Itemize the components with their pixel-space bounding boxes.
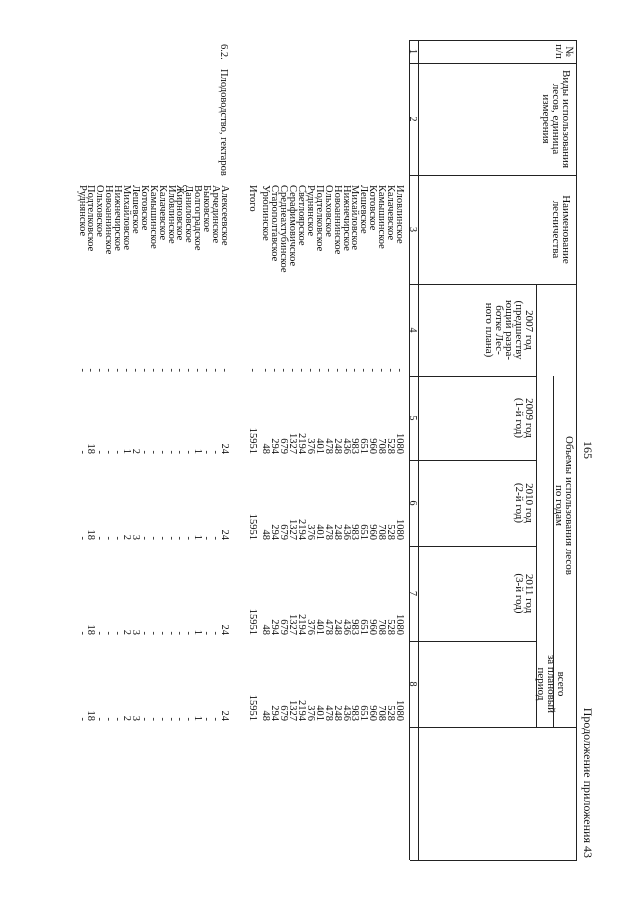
row-value-c8: 960 — [367, 705, 379, 721]
header-total: всего за плановый период — [535, 654, 567, 714]
row-value-c8: - — [201, 717, 213, 721]
row-value-c6: - — [210, 536, 222, 540]
row-value-c6: - — [183, 536, 195, 540]
row-value-c6: - — [156, 536, 168, 540]
row-value-c8: - — [156, 717, 168, 721]
row-value-c4: - — [147, 368, 159, 372]
row-value-c7: 401 — [313, 619, 325, 635]
total-value-c6: 15951 — [247, 513, 258, 540]
row-value-c8: - — [183, 717, 195, 721]
row-value-c4: - — [367, 368, 379, 372]
row-value-c5: 48 — [260, 443, 272, 454]
row-value-c5: 708 — [376, 438, 388, 454]
column-number-1: 1 — [407, 49, 418, 54]
row-value-c4: - — [340, 368, 352, 372]
row-value-c7: - — [147, 631, 159, 635]
total-value-c7: 15951 — [247, 608, 258, 635]
row-value-c5: 651 — [358, 438, 370, 454]
row-name: Алексеевское — [219, 185, 230, 246]
row-value-c8: - — [103, 717, 115, 721]
row-name: Руднянское — [76, 185, 88, 237]
row-value-c5: 376 — [305, 438, 316, 454]
row-value-c4: - — [313, 368, 325, 372]
row-name: Подтелковское — [85, 185, 97, 252]
row-value-c6: 2 — [121, 534, 133, 540]
row-value-c7: 708 — [376, 619, 388, 635]
row-value-c7: - — [156, 631, 168, 635]
row-name: Камышинское — [147, 185, 159, 249]
row-value-c6: 1327 — [287, 519, 299, 540]
section-number: 6.2. — [218, 44, 229, 60]
row-value-c5: - — [138, 450, 150, 454]
row-name: Иловлинское — [165, 185, 177, 244]
row-value-c8: 478 — [322, 705, 334, 721]
row-value-c4: - — [331, 368, 343, 372]
row-value-c7: 48 — [260, 624, 272, 635]
row-value-c7: 478 — [322, 619, 334, 635]
header-2011: 2011 год (3-й год) — [513, 573, 535, 614]
row-value-c8: 528 — [385, 705, 397, 721]
row-name: Руднянское — [305, 185, 316, 237]
row-value-c6: 3 — [130, 534, 141, 540]
row-value-c6: 679 — [278, 524, 290, 540]
row-name: Михайловское — [121, 185, 133, 250]
column-number-3: 3 — [407, 227, 418, 232]
row-value-c7: - — [103, 631, 115, 635]
row-value-c4: - — [305, 368, 316, 372]
row-name: Котовское — [138, 185, 150, 231]
row-value-c8: 2194 — [296, 700, 308, 721]
row-value-c4: - — [138, 368, 150, 372]
row-value-c5: 2194 — [296, 433, 308, 454]
total-value-c5: 15951 — [247, 427, 258, 454]
row-value-c5: 983 — [349, 438, 361, 454]
row-value-c7: - — [76, 631, 88, 635]
row-value-c7: 18 — [85, 624, 97, 635]
row-value-c5: 436 — [340, 438, 352, 454]
row-value-c8: - — [112, 717, 124, 721]
total-label: Итого — [247, 185, 258, 212]
row-value-c8: 1327 — [287, 700, 299, 721]
row-value-c5: 1080 — [394, 433, 405, 454]
total-value-c8: 15951 — [247, 694, 258, 721]
row-value-c6: - — [94, 536, 106, 540]
row-value-c4: - — [349, 368, 361, 372]
row-name: Урюпинское — [260, 185, 272, 241]
row-value-c5: 248 — [331, 438, 343, 454]
row-value-c7: 1080 — [394, 614, 405, 635]
row-value-c6: 528 — [385, 524, 397, 540]
total-value-c4: - — [247, 368, 258, 372]
row-value-c4: - — [269, 368, 281, 372]
row-name: Котовское — [367, 185, 379, 231]
row-name: Ольховское — [94, 185, 106, 237]
row-value-c8: 294 — [269, 705, 281, 721]
row-name: Нижнечирское — [112, 185, 124, 251]
row-value-c7: 24 — [219, 624, 230, 635]
row-value-c8: 2 — [121, 715, 133, 721]
row-value-c4: - — [121, 368, 133, 372]
row-name: Новоаннинское — [331, 185, 343, 255]
row-value-c5: - — [156, 450, 168, 454]
row-value-c6: 478 — [322, 524, 334, 540]
row-value-c5: 478 — [322, 438, 334, 454]
row-value-c6: - — [103, 536, 115, 540]
row-value-c5: - — [103, 450, 115, 454]
row-value-c5: 960 — [367, 438, 379, 454]
row-value-c7: - — [138, 631, 150, 635]
row-name: Подтелковское — [313, 185, 325, 252]
row-value-c7: - — [165, 631, 177, 635]
row-value-c5: 528 — [385, 438, 397, 454]
row-name: Лешевское — [358, 185, 370, 234]
row-value-c4: - — [394, 368, 405, 372]
row-name: Камышинское — [376, 185, 388, 249]
row-value-c8: 983 — [349, 705, 361, 721]
row-name: Иловлинское — [394, 185, 405, 244]
header-volumes: Объемы использования лесов по годам — [553, 436, 575, 575]
row-value-c7: - — [183, 631, 195, 635]
row-value-c4: - — [183, 368, 195, 372]
column-number-8: 8 — [407, 681, 418, 687]
row-value-c8: - — [138, 717, 150, 721]
row-value-c6: - — [147, 536, 159, 540]
row-value-c4: - — [192, 368, 204, 372]
row-value-c8: 679 — [278, 705, 290, 721]
row-value-c4: - — [219, 368, 230, 372]
row-value-c7: - — [210, 631, 222, 635]
row-value-c7: - — [201, 631, 213, 635]
row-value-c6: 1 — [192, 534, 204, 540]
row-value-c8: 708 — [376, 705, 388, 721]
row-value-c4: - — [385, 368, 397, 372]
row-value-c4: - — [94, 368, 106, 372]
row-value-c4: - — [174, 368, 186, 372]
row-value-c6: - — [174, 536, 186, 540]
row-value-c7: - — [112, 631, 124, 635]
row-name: Светлоярское — [296, 185, 308, 246]
row-value-c8: - — [165, 717, 177, 721]
row-value-c6: 960 — [367, 524, 379, 540]
row-value-c6: - — [76, 536, 88, 540]
row-value-c6: 2194 — [296, 519, 308, 540]
row-name: Калачевское — [385, 185, 397, 241]
row-value-c4: - — [376, 368, 388, 372]
row-value-c5: 294 — [269, 438, 281, 454]
row-value-c5: 679 — [278, 438, 290, 454]
row-value-c5: - — [210, 450, 222, 454]
row-value-c7: 960 — [367, 619, 379, 635]
row-value-c8: 18 — [85, 710, 97, 721]
row-value-c5: 401 — [313, 438, 325, 454]
row-value-c4: - — [322, 368, 334, 372]
row-value-c4: - — [103, 368, 115, 372]
row-value-c8: 401 — [313, 705, 325, 721]
row-value-c6: 48 — [260, 529, 272, 540]
column-divider-9 — [410, 860, 577, 861]
row-value-c5: - — [201, 450, 213, 454]
row-name: Среднеахтубинское — [278, 185, 290, 273]
row-value-c8: 1080 — [394, 700, 405, 721]
row-value-c4: - — [85, 368, 97, 372]
row-value-c7: 528 — [385, 619, 397, 635]
row-value-c8: - — [76, 717, 88, 721]
row-value-c4: - — [210, 368, 222, 372]
row-name: Новоаннинское — [103, 185, 115, 255]
column-divider-8 — [410, 727, 577, 728]
column-divider-7 — [410, 641, 537, 642]
row-value-c5: - — [112, 450, 124, 454]
row-value-c4: - — [156, 368, 168, 372]
row-value-c6: 401 — [313, 524, 325, 540]
row-value-c4: - — [165, 368, 177, 372]
row-value-c8: 3 — [130, 715, 141, 721]
page-number: 165 — [581, 441, 595, 459]
row-value-c4: - — [278, 368, 290, 372]
row-value-c6: - — [165, 536, 177, 540]
header-num: № п/п — [553, 44, 575, 59]
row-value-c6: - — [201, 536, 213, 540]
row-value-c5: 1327 — [287, 433, 299, 454]
row-value-c6: - — [138, 536, 150, 540]
section-type: Плодоводство, гектаров — [218, 69, 229, 176]
row-name: Ольховское — [322, 185, 334, 237]
row-value-c5: - — [165, 450, 177, 454]
row-value-c6: 376 — [305, 524, 316, 540]
row-value-c8: - — [94, 717, 106, 721]
row-value-c7: - — [94, 631, 106, 635]
row-value-c4: - — [201, 368, 213, 372]
column-divider-0 — [410, 40, 577, 41]
row-value-c7: 2 — [121, 629, 133, 635]
row-value-c7: 294 — [269, 619, 281, 635]
row-value-c8: 651 — [358, 705, 370, 721]
row-value-c8: 248 — [331, 705, 343, 721]
row-value-c8: - — [174, 717, 186, 721]
row-value-c6: 18 — [85, 529, 97, 540]
row-value-c5: - — [174, 450, 186, 454]
row-value-c8: - — [147, 717, 159, 721]
row-value-c7: 3 — [130, 629, 141, 635]
row-name: Быковское — [201, 185, 213, 233]
table-top-line — [576, 40, 577, 860]
row-value-c8: 48 — [260, 710, 272, 721]
row-name: Серафимовичское — [287, 185, 299, 267]
row-value-c4: - — [76, 368, 88, 372]
column-number-2: 2 — [407, 116, 418, 122]
row-value-c5: 24 — [219, 443, 230, 454]
row-value-c8: 24 — [219, 710, 230, 721]
row-value-c7: 436 — [340, 619, 352, 635]
column-number-6: 6 — [407, 500, 418, 506]
row-value-c7: 1327 — [287, 614, 299, 635]
row-value-c5: - — [76, 450, 88, 454]
row-value-c7: 651 — [358, 619, 370, 635]
row-value-c5: - — [94, 450, 106, 454]
row-value-c4: - — [260, 368, 272, 372]
row-value-c5: 18 — [85, 443, 97, 454]
row-value-c5: - — [147, 450, 159, 454]
row-value-c5: 1 — [121, 448, 133, 454]
row-value-c6: 983 — [349, 524, 361, 540]
column-number-4: 4 — [407, 327, 418, 333]
row-value-c6: 248 — [331, 524, 343, 540]
years-left-divider — [410, 284, 537, 285]
row-value-c6: 436 — [340, 524, 352, 540]
row-value-c4: - — [358, 368, 370, 372]
row-value-c6: - — [112, 536, 124, 540]
column-number-top — [418, 40, 419, 860]
row-name: Даниловское — [183, 185, 195, 243]
row-value-c4: - — [287, 368, 299, 372]
row-value-c8: 1 — [192, 715, 204, 721]
column-number-7: 7 — [407, 591, 418, 596]
row-value-c7: 983 — [349, 619, 361, 635]
row-value-c8: - — [210, 717, 222, 721]
row-value-c6: 708 — [376, 524, 388, 540]
row-value-c5: - — [183, 450, 195, 454]
row-value-c7: 248 — [331, 619, 343, 635]
header-name: Наименование лесничества — [550, 195, 572, 264]
row-value-c8: 376 — [305, 705, 316, 721]
header-2009: 2009 год (1-й год) — [513, 397, 535, 439]
row-value-c4: - — [296, 368, 308, 372]
row-value-c7: - — [174, 631, 186, 635]
row-value-c6: 294 — [269, 524, 281, 540]
row-value-c5: 2 — [130, 448, 141, 454]
row-name: Лешевское — [130, 185, 141, 234]
row-value-c6: 651 — [358, 524, 370, 540]
row-value-c7: 2194 — [296, 614, 308, 635]
row-name: Старополтавское — [269, 185, 281, 262]
header-2010: 2010 год (2-й год) — [513, 482, 535, 524]
row-value-c6: 24 — [219, 529, 230, 540]
row-value-c4: - — [130, 368, 141, 372]
row-value-c7: 376 — [305, 619, 316, 635]
row-value-c5: 1 — [192, 448, 204, 454]
row-name: Михайловское — [349, 185, 361, 250]
row-name: Волгоградское — [192, 185, 204, 251]
row-name: Жирновское — [174, 185, 186, 241]
header-2007: 2007 год (предшеству ющий разра- ботке Лес- ного плана) — [483, 300, 535, 360]
row-value-c7: 679 — [278, 619, 290, 635]
row-value-c7: 1 — [192, 629, 204, 635]
row-value-c8: 436 — [340, 705, 352, 721]
column-number-5: 5 — [407, 415, 418, 421]
row-value-c4: - — [112, 368, 124, 372]
row-name: Нижнечирское — [340, 185, 352, 251]
header-type: Виды использования лесов, единица измерения — [540, 69, 572, 169]
row-name: Арчединское — [210, 185, 222, 244]
continuation-title: Продолжение приложения 43 — [581, 707, 595, 858]
row-value-c6: 1080 — [394, 519, 405, 540]
row-name: Калачевское — [156, 185, 168, 241]
